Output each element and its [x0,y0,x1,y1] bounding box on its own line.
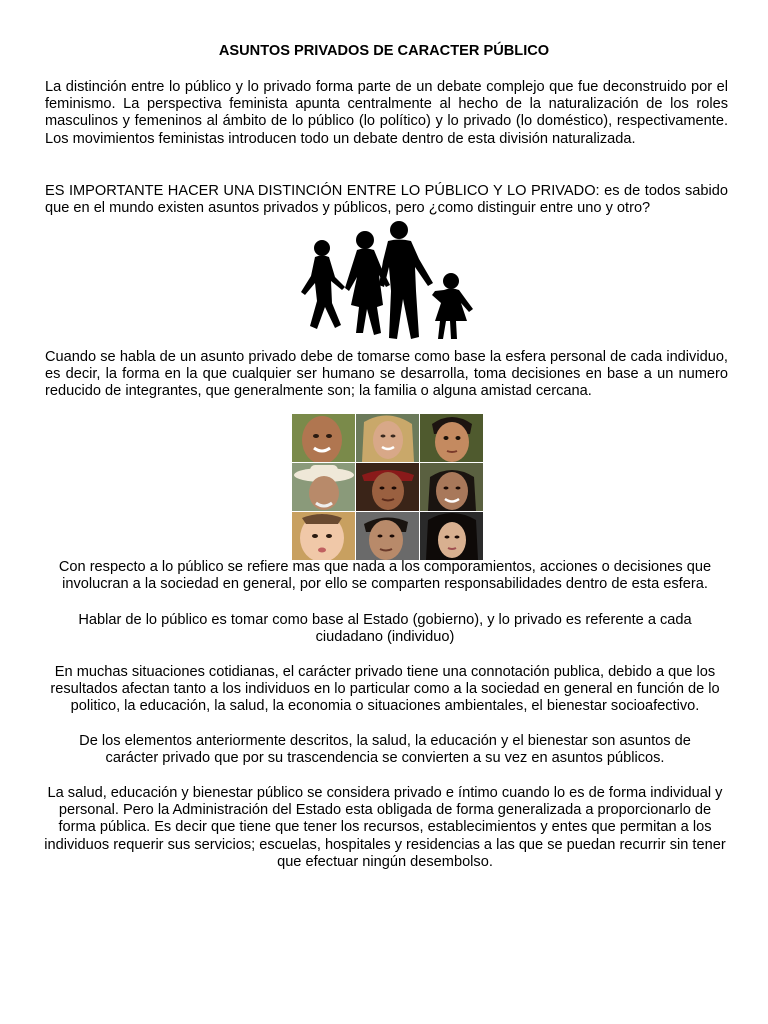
page-title: ASUNTOS PRIVADOS DE CARACTER PÚBLICO [218,43,550,59]
silhouette-girl-head [443,273,459,289]
paragraph-health-education: De los elementos anteriormente descritos, la salud, la educación y el bienestar son asuntos de carácter privado que por su trascendencia se convierten a su vez en asuntos públicos. [79,733,691,767]
paragraph-public-matter: Con respecto a lo público se refiere mas que nada a los comporamientos, acciones o decisiones que involucran a la sociedad en general, por ello se comparten responsabilidades dentro de esta esfera. [58,559,712,593]
silhouette-child-body [301,256,345,330]
face-photo [420,463,483,511]
silhouette-child-head [314,240,330,256]
face-photo [356,414,419,462]
face-photo [356,463,419,511]
silhouette-man-body [379,240,433,340]
family-silhouette-image [291,221,476,341]
face-photo [420,414,483,462]
silhouette-man-head [390,221,408,239]
silhouette-girl-body [432,289,473,340]
paragraph-state-administration: La salud, educación y bienestar público se considera privado e íntimo cuando lo es de forma individual y personal. Pero la Administración del Estado esta obligada de forma generalizada a proporcionarlo de forma pública. Es decir que tiene que tener los recursos, establecimientos y entes que permitan a los individuos requerir sus servicios; escuelas, hospitales y residencias a las que se puedan recurrir sin tener que efectuar ningún desembolso. [44,785,726,870]
paragraph-feminism: La distinción entre lo público y lo privado forma parte de un debate complejo que fue deconstruido por el feminismo. La perspectiva feminista apunta centralmente al hecho de la naturalización de los roles masculinos y femeninos al ámbito de lo público (lo político) y lo privado (lo doméstico), respectivamente. Los movimientos feministas introducen todo un debate dentro de esta división naturalizada. [45,79,728,147]
silhouette-woman-head [356,231,374,249]
face-photo [292,512,355,560]
face-photo [420,512,483,560]
paragraph-state-citizen: Hablar de lo público es tomar como base al Estado (gobierno), y lo privado es referente a cada ciudadano (individuo) [78,612,692,646]
face-photo [292,414,355,462]
paragraph-distinction: ES IMPORTANTE HACER UNA DISTINCIÓN ENTRE LO PÚBLICO Y LO PRIVADO: es de todos sabido que en el mundo existen asuntos privados y públicos, pero ¿como distinguir entre uno y otro? [45,183,728,217]
paragraph-daily-situations: En muchas situaciones cotidianas, el carácter privado tiene una connotación publica, debido a que los resultados afectan tanto a los individuos en lo particular como a la sociedad en general en función de lo politico, la educación, la salud, la economia o situaciones ambientales, el bienestar socioafectivo. [50,664,720,715]
face-photo [292,463,355,511]
paragraph-private-matter: Cuando se habla de un asunto privado debe de tomarse como base la esfera personal de cada individuo, es decir, la forma en la que cualquier ser humano se desarrolla, toma decisiones en base a un numero reducido de integrantes, que generalmente son; la familia o alguna amistad cercana. [45,349,728,400]
faces-collage-image [292,414,483,560]
face-photo [356,512,419,560]
